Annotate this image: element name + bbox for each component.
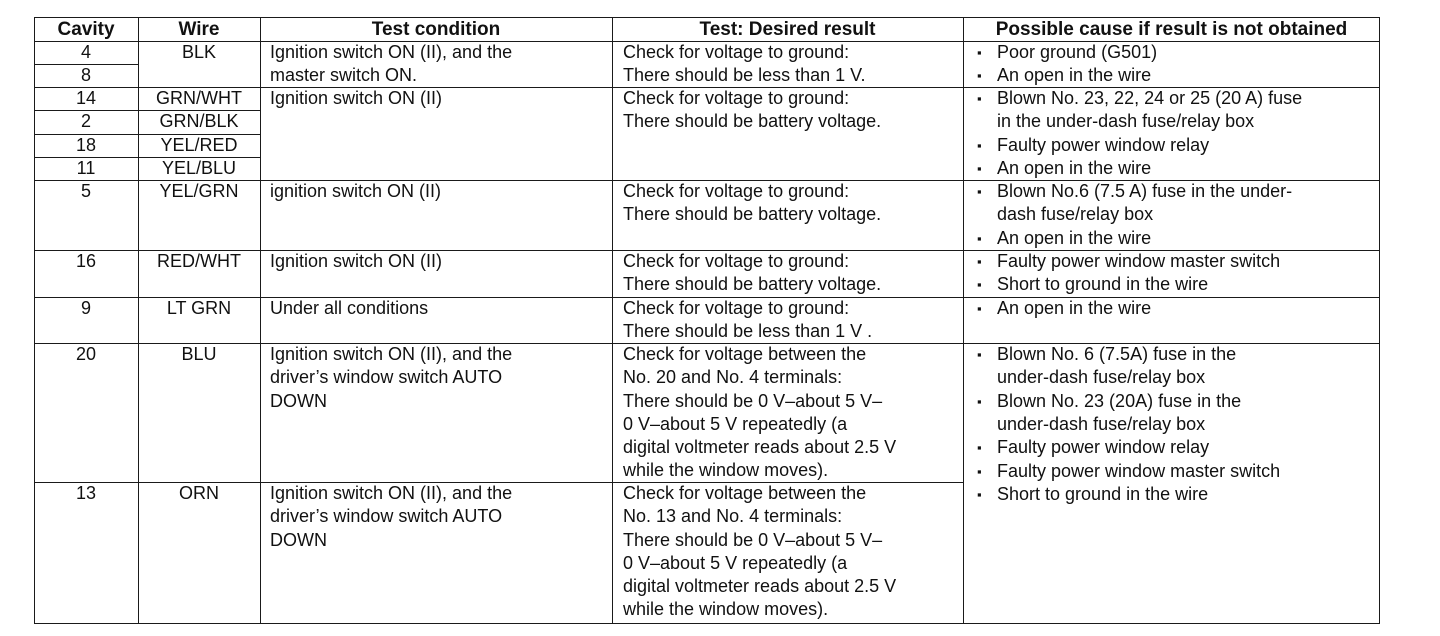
bullet-icon: ▪: [977, 254, 982, 269]
desired-result-line: No. 13 and No. 4 terminals:: [623, 506, 843, 527]
desired-result-line: while the window moves).: [623, 599, 829, 620]
desired-result-line: No. 20 and No. 4 terminals:: [623, 367, 843, 388]
wire-color: GRN/WHT: [156, 88, 242, 108]
desired-result-line: There should be battery voltage.: [623, 111, 882, 132]
column-divider: [963, 17, 964, 624]
test-condition-line: driver’s window switch AUTO: [270, 367, 503, 388]
desired-result-line: There should be 0 V–about 5 V–: [623, 390, 883, 411]
desired-result: [623, 180, 961, 227]
wire-color: ORN: [179, 483, 219, 503]
test-condition: [270, 343, 610, 413]
bullet-icon: ▪: [977, 301, 982, 316]
cavity-number: 4: [80, 42, 91, 62]
desired-result: [623, 87, 961, 134]
bullet-icon: ▪: [977, 68, 982, 84]
desired-result-line: digital voltmeter reads about 2.5 V: [623, 576, 897, 597]
column-divider: [612, 17, 613, 624]
possible-cause-text: Blown No.6 (7.5 A) fuse in the under-: [997, 181, 1293, 201]
possible-cause-text: An open in the wire: [997, 157, 1152, 178]
bullet-icon: ▪: [977, 160, 982, 176]
bullet-icon: ▪: [977, 277, 982, 293]
desired-result-line: Check for voltage to ground:: [623, 298, 850, 318]
test-condition-line: master switch ON.: [270, 65, 418, 86]
test-condition-line: DOWN: [270, 529, 327, 550]
desired-result-line: 0 V–about 5 V repeatedly (a: [623, 552, 848, 573]
test-condition-line: ignition switch ON (II): [270, 181, 442, 201]
bullet-icon: ▪: [977, 45, 982, 60]
possible-cause-text: An open in the wire: [997, 298, 1152, 318]
test-condition: [270, 87, 610, 110]
wire-color: BLK: [181, 42, 217, 62]
cavity-number: 20: [75, 344, 97, 364]
wire-color: YEL/GRN: [159, 181, 239, 201]
wire-color: YEL/RED: [160, 134, 238, 155]
desired-result-line: 0 V–about 5 V repeatedly (a: [623, 413, 848, 434]
possible-cause-text: in the under-dash fuse/relay box: [997, 111, 1255, 132]
desired-result-line: digital voltmeter reads about 2.5 V: [623, 437, 897, 458]
possible-cause-text: An open in the wire: [997, 227, 1152, 248]
cavity-number: 16: [75, 251, 97, 271]
test-condition: [270, 482, 610, 552]
table-top-border: [34, 17, 1380, 18]
desired-result-line: Check for voltage to ground:: [623, 88, 850, 108]
header-test-condition: Test condition: [371, 19, 501, 40]
desired-result: [623, 482, 961, 622]
test-condition: [270, 41, 610, 88]
test-condition: [270, 297, 610, 320]
test-condition: [270, 250, 610, 273]
desired-result-line: There should be 0 V–about 5 V–: [623, 529, 883, 550]
bullet-icon: ▪: [977, 184, 982, 199]
wire-color: BLU: [181, 344, 217, 364]
header-possible-cause: Possible cause if result is not obtained: [995, 19, 1348, 40]
test-condition-line: Ignition switch ON (II), and the: [270, 483, 513, 503]
possible-cause-text: Faulty power window master switch: [997, 251, 1281, 271]
column-divider: [260, 17, 261, 624]
cavity-number: 9: [80, 298, 91, 318]
cavity-number: 11: [76, 157, 96, 178]
wire-color: RED/WHT: [157, 251, 241, 271]
cavity-number: 18: [75, 134, 97, 155]
desired-result-line: There should be less than 1 V .: [623, 321, 873, 342]
possible-cause-text: Faulty power window master switch: [997, 460, 1281, 481]
wiring-test-table: [34, 17, 1380, 624]
cavity-number: 5: [80, 181, 91, 201]
possible-cause-text: An open in the wire: [997, 65, 1152, 86]
header-cavity: Cavity: [57, 19, 115, 40]
desired-result-line: Check for voltage to ground:: [623, 42, 850, 62]
bullet-icon: ▪: [977, 393, 982, 409]
bullet-icon: ▪: [977, 137, 982, 153]
possible-cause-text: Poor ground (G501): [997, 42, 1158, 62]
possible-cause-text: Blown No. 23 (20A) fuse in the: [997, 390, 1242, 411]
possible-cause-text: Short to ground in the wire: [997, 483, 1209, 504]
desired-result-line: Check for voltage between the: [623, 483, 867, 503]
cavity-number: 14: [75, 88, 97, 108]
desired-result-line: Check for voltage to ground:: [623, 181, 850, 201]
cavity-number: 13: [75, 483, 97, 503]
possible-cause-text: dash fuse/relay box: [997, 204, 1154, 225]
bullet-icon: ▪: [977, 230, 982, 246]
possible-cause-text: under-dash fuse/relay box: [997, 413, 1206, 434]
possible-cause-text: Blown No. 6 (7.5A) fuse in the: [997, 344, 1237, 364]
desired-result: [623, 297, 961, 344]
desired-result-line: while the window moves).: [623, 460, 829, 481]
bullet-icon: ▪: [977, 486, 982, 502]
header-desired-result: Test: Desired result: [699, 19, 876, 40]
table-bottom-border: [34, 623, 1380, 624]
test-condition-line: Under all conditions: [270, 298, 429, 318]
desired-result: [623, 41, 961, 88]
bullet-icon: ▪: [977, 463, 982, 479]
possible-cause-text: Blown No. 23, 22, 24 or 25 (20 A) fuse: [997, 88, 1303, 108]
test-condition: [270, 180, 610, 203]
desired-result-line: There should be battery voltage.: [623, 204, 882, 225]
test-condition-line: Ignition switch ON (II), and the: [270, 344, 513, 364]
wire-color: YEL/BLU: [161, 157, 237, 178]
header-wire: Wire: [178, 19, 220, 40]
desired-result: [623, 343, 961, 483]
cavity-number: 8: [80, 65, 91, 86]
bullet-icon: ▪: [977, 91, 982, 106]
desired-result: [623, 250, 961, 297]
possible-cause-text: Faulty power window relay: [997, 134, 1210, 155]
test-condition-line: driver’s window switch AUTO: [270, 506, 503, 527]
cavity-number: 2: [80, 111, 91, 132]
desired-result-line: There should be less than 1 V.: [623, 65, 866, 86]
possible-cause-text: under-dash fuse/relay box: [997, 367, 1206, 388]
desired-result-line: There should be battery voltage.: [623, 274, 882, 295]
wire-color: GRN/BLK: [159, 111, 239, 132]
desired-result-line: Check for voltage to ground:: [623, 251, 850, 271]
desired-result-line: Check for voltage between the: [623, 344, 867, 364]
bullet-icon: ▪: [977, 347, 982, 362]
test-condition-line: Ignition switch ON (II): [270, 251, 443, 271]
test-condition-line: Ignition switch ON (II), and the: [270, 42, 513, 62]
wire-color: LT GRN: [166, 298, 232, 318]
possible-cause-text: Short to ground in the wire: [997, 274, 1209, 295]
possible-cause-text: Faulty power window relay: [997, 437, 1210, 458]
column-divider: [1379, 17, 1380, 624]
test-condition-line: Ignition switch ON (II): [270, 88, 443, 108]
test-condition-line: DOWN: [270, 390, 327, 411]
bullet-icon: ▪: [977, 440, 982, 456]
